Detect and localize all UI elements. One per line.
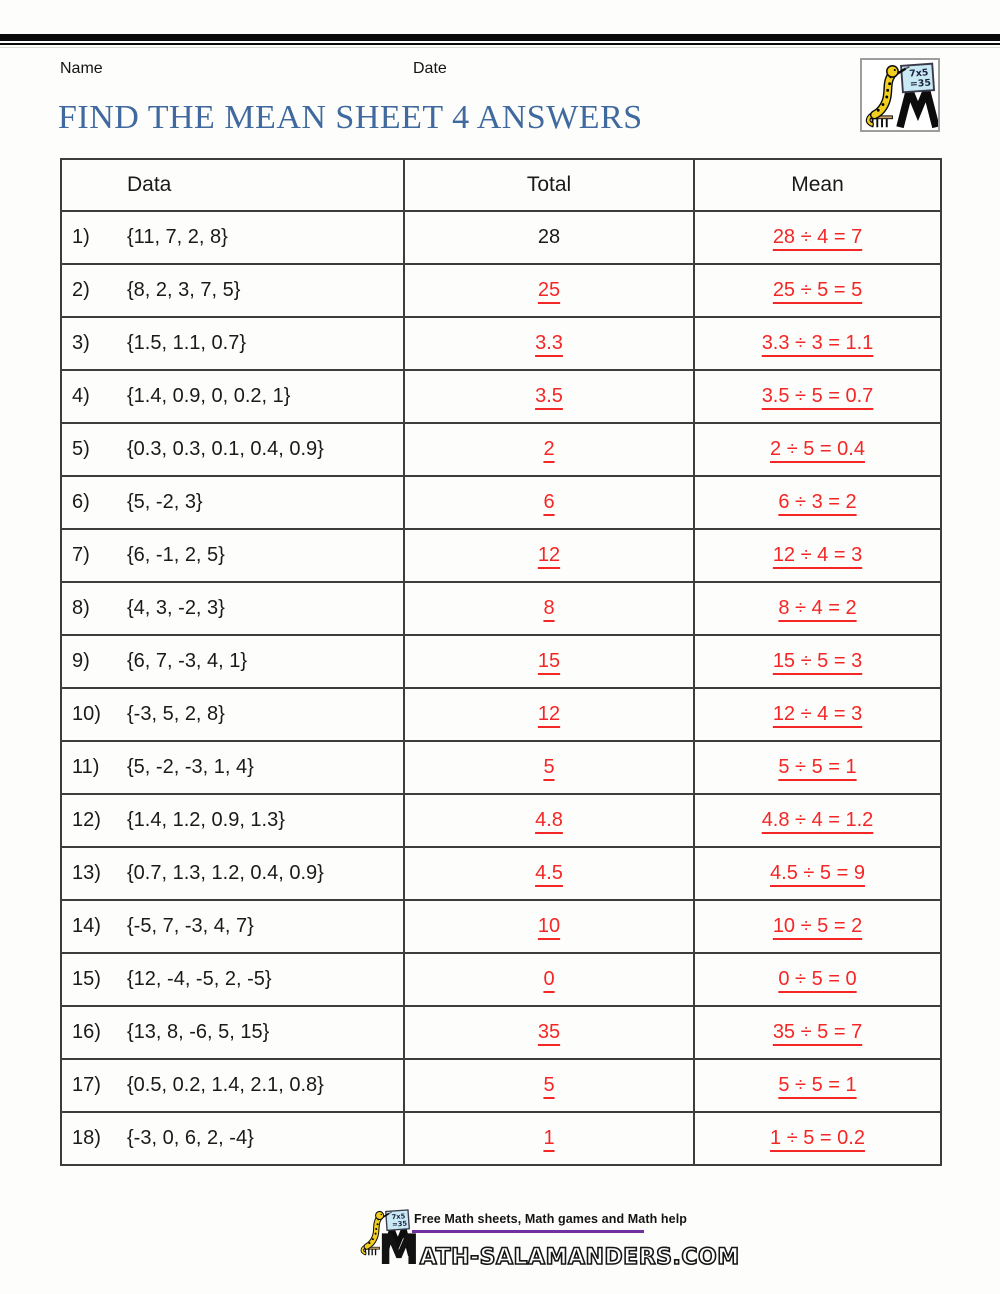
- data-set-cell: [61, 264, 404, 317]
- mean-cell: 2 ÷ 5 = 0.4: [694, 423, 941, 476]
- table-row: [61, 847, 941, 900]
- column-header-mean: Mean: [694, 159, 941, 211]
- mean-cell: 3.3 ÷ 3 = 1.1: [694, 317, 941, 370]
- mean-cell: 25 ÷ 5 = 5: [694, 264, 941, 317]
- mean-cell: 10 ÷ 5 = 2: [694, 900, 941, 953]
- data-set-cell: [61, 1059, 404, 1112]
- row-number: 9): [72, 650, 90, 672]
- table-row: [61, 953, 941, 1006]
- table-row: [61, 635, 941, 688]
- row-number: 5): [72, 438, 90, 460]
- data-set-cell: [61, 370, 404, 423]
- mean-cell: 1 ÷ 5 = 0.2: [694, 1112, 941, 1165]
- mean-cell: 35 ÷ 5 = 7: [694, 1006, 941, 1059]
- top-divider-thin: [0, 43, 1000, 45]
- row-number: 13): [72, 862, 101, 884]
- row-number: 3): [72, 332, 90, 354]
- total-cell: 5: [404, 741, 694, 794]
- mean-cell: 4.5 ÷ 5 = 9: [694, 847, 941, 900]
- mean-cell: 0 ÷ 5 = 0: [694, 953, 941, 1006]
- data-set-cell: [61, 688, 404, 741]
- total-cell: 35: [404, 1006, 694, 1059]
- data-set-cell: [61, 635, 404, 688]
- total-cell: 15: [404, 635, 694, 688]
- wordmark-rest: ATH-SALAMANDERS.COM: [419, 1245, 740, 1270]
- column-header-total: Total: [404, 159, 694, 211]
- row-number: 10): [72, 703, 101, 725]
- table-row: [61, 582, 941, 635]
- total-cell: 8: [404, 582, 694, 635]
- top-divider-faint: [0, 47, 1000, 48]
- row-number: 17): [72, 1074, 101, 1096]
- total-cell: 12: [404, 529, 694, 582]
- row-number: 15): [72, 968, 101, 990]
- top-divider-thick: [0, 34, 1000, 41]
- data-set: {0.5, 0.2, 1.4, 2.1, 0.8}: [127, 1074, 324, 1096]
- data-set-cell: [61, 476, 404, 529]
- total-cell: 4.5: [404, 847, 694, 900]
- row-number: 12): [72, 809, 101, 831]
- table-row: [61, 688, 941, 741]
- row-number: 2): [72, 279, 90, 301]
- data-set-cell: [61, 211, 404, 264]
- date-label: Date: [413, 60, 447, 77]
- data-set-cell: [61, 1112, 404, 1165]
- table-header-row: [61, 159, 941, 211]
- table-row: [61, 317, 941, 370]
- mean-cell: 12 ÷ 4 = 3: [694, 529, 941, 582]
- mean-cell: 6 ÷ 3 = 2: [694, 476, 941, 529]
- row-number: 1): [72, 226, 90, 248]
- footer-brand: [358, 1204, 740, 1279]
- total-cell: 4.8: [404, 794, 694, 847]
- data-set: {6, 7, -3, 4, 1}: [127, 650, 248, 672]
- data-set: {11, 7, 2, 8}: [127, 226, 228, 248]
- data-set-cell: [61, 794, 404, 847]
- data-set-cell: [61, 900, 404, 953]
- math-salamanders-corner-logo: [860, 58, 940, 132]
- data-set: {-5, 7, -3, 4, 7}: [127, 915, 254, 937]
- row-number: 18): [72, 1127, 101, 1149]
- data-set: {4, 3, -2, 3}: [127, 597, 225, 619]
- data-set-cell: [61, 582, 404, 635]
- data-set: {1.4, 1.2, 0.9, 1.3}: [127, 809, 285, 831]
- total-cell: 6: [404, 476, 694, 529]
- total-cell: 12: [404, 688, 694, 741]
- data-set: {5, -2, -3, 1, 4}: [127, 756, 254, 778]
- data-set: {12, -4, -5, 2, -5}: [127, 968, 272, 990]
- footer-wordmark: [378, 1225, 740, 1274]
- footer-tagline: Free Math sheets, Math games and Math help: [414, 1212, 688, 1226]
- data-set-cell: [61, 847, 404, 900]
- row-number: 8): [72, 597, 90, 619]
- total-cell: 3.5: [404, 370, 694, 423]
- data-set-cell: [61, 529, 404, 582]
- data-set: {8, 2, 3, 7, 5}: [127, 279, 241, 301]
- table-row: [61, 476, 941, 529]
- table-row: [61, 264, 941, 317]
- salamander-icon: [862, 61, 938, 131]
- wordmark-initial: M: [378, 1225, 420, 1274]
- data-set: {1.4, 0.9, 0, 0.2, 1}: [127, 385, 291, 407]
- table-row: [61, 1059, 941, 1112]
- row-number: 16): [72, 1021, 101, 1043]
- row-number: 11): [72, 756, 100, 778]
- total-cell: 5: [404, 1059, 694, 1112]
- data-set: {6, -1, 2, 5}: [127, 544, 225, 566]
- mean-cell: 12 ÷ 4 = 3: [694, 688, 941, 741]
- mean-cell: 4.8 ÷ 4 = 1.2: [694, 794, 941, 847]
- row-number: 7): [72, 544, 90, 566]
- data-set: {1.5, 1.1, 0.7}: [127, 332, 246, 354]
- data-set: {0.7, 1.3, 1.2, 0.4, 0.9}: [127, 862, 324, 884]
- row-number: 6): [72, 491, 90, 513]
- table-row: [61, 900, 941, 953]
- total-cell: 25: [404, 264, 694, 317]
- total-cell: 1: [404, 1112, 694, 1165]
- table-row: [61, 741, 941, 794]
- mean-cell: 15 ÷ 5 = 3: [694, 635, 941, 688]
- column-header-data: Data: [61, 159, 404, 211]
- name-label: Name: [60, 60, 103, 77]
- row-number: 14): [72, 915, 101, 937]
- total-cell: 10: [404, 900, 694, 953]
- data-set-cell: [61, 1006, 404, 1059]
- data-set: {13, 8, -6, 5, 15}: [127, 1021, 270, 1043]
- mean-cell: 8 ÷ 4 = 2: [694, 582, 941, 635]
- mean-cell: 5 ÷ 5 = 1: [694, 1059, 941, 1112]
- data-set: {0.3, 0.3, 0.1, 0.4, 0.9}: [127, 438, 324, 460]
- table-row: [61, 370, 941, 423]
- table-row: [61, 1112, 941, 1165]
- data-set: {-3, 5, 2, 8}: [127, 703, 225, 725]
- mean-cell: 3.5 ÷ 5 = 0.7: [694, 370, 941, 423]
- table-row: [61, 211, 941, 264]
- total-cell: 2: [404, 423, 694, 476]
- row-number: 4): [72, 385, 90, 407]
- total-cell: 0: [404, 953, 694, 1006]
- table-row: [61, 794, 941, 847]
- total-cell: 28: [404, 211, 694, 264]
- table-row: [61, 423, 941, 476]
- data-set: {-3, 0, 6, 2, -4}: [127, 1127, 254, 1149]
- page-title: FIND THE MEAN SHEET 4 ANSWERS: [58, 99, 643, 136]
- mean-cell: 28 ÷ 4 = 7: [694, 211, 941, 264]
- data-set-cell: [61, 317, 404, 370]
- mean-cell: 5 ÷ 5 = 1: [694, 741, 941, 794]
- data-set: {5, -2, 3}: [127, 491, 203, 513]
- total-cell: 3.3: [404, 317, 694, 370]
- data-set-cell: [61, 953, 404, 1006]
- data-set-cell: [61, 741, 404, 794]
- mean-answers-table: [60, 158, 942, 1166]
- table-row: [61, 1006, 941, 1059]
- table-row: [61, 529, 941, 582]
- data-set-cell: [61, 423, 404, 476]
